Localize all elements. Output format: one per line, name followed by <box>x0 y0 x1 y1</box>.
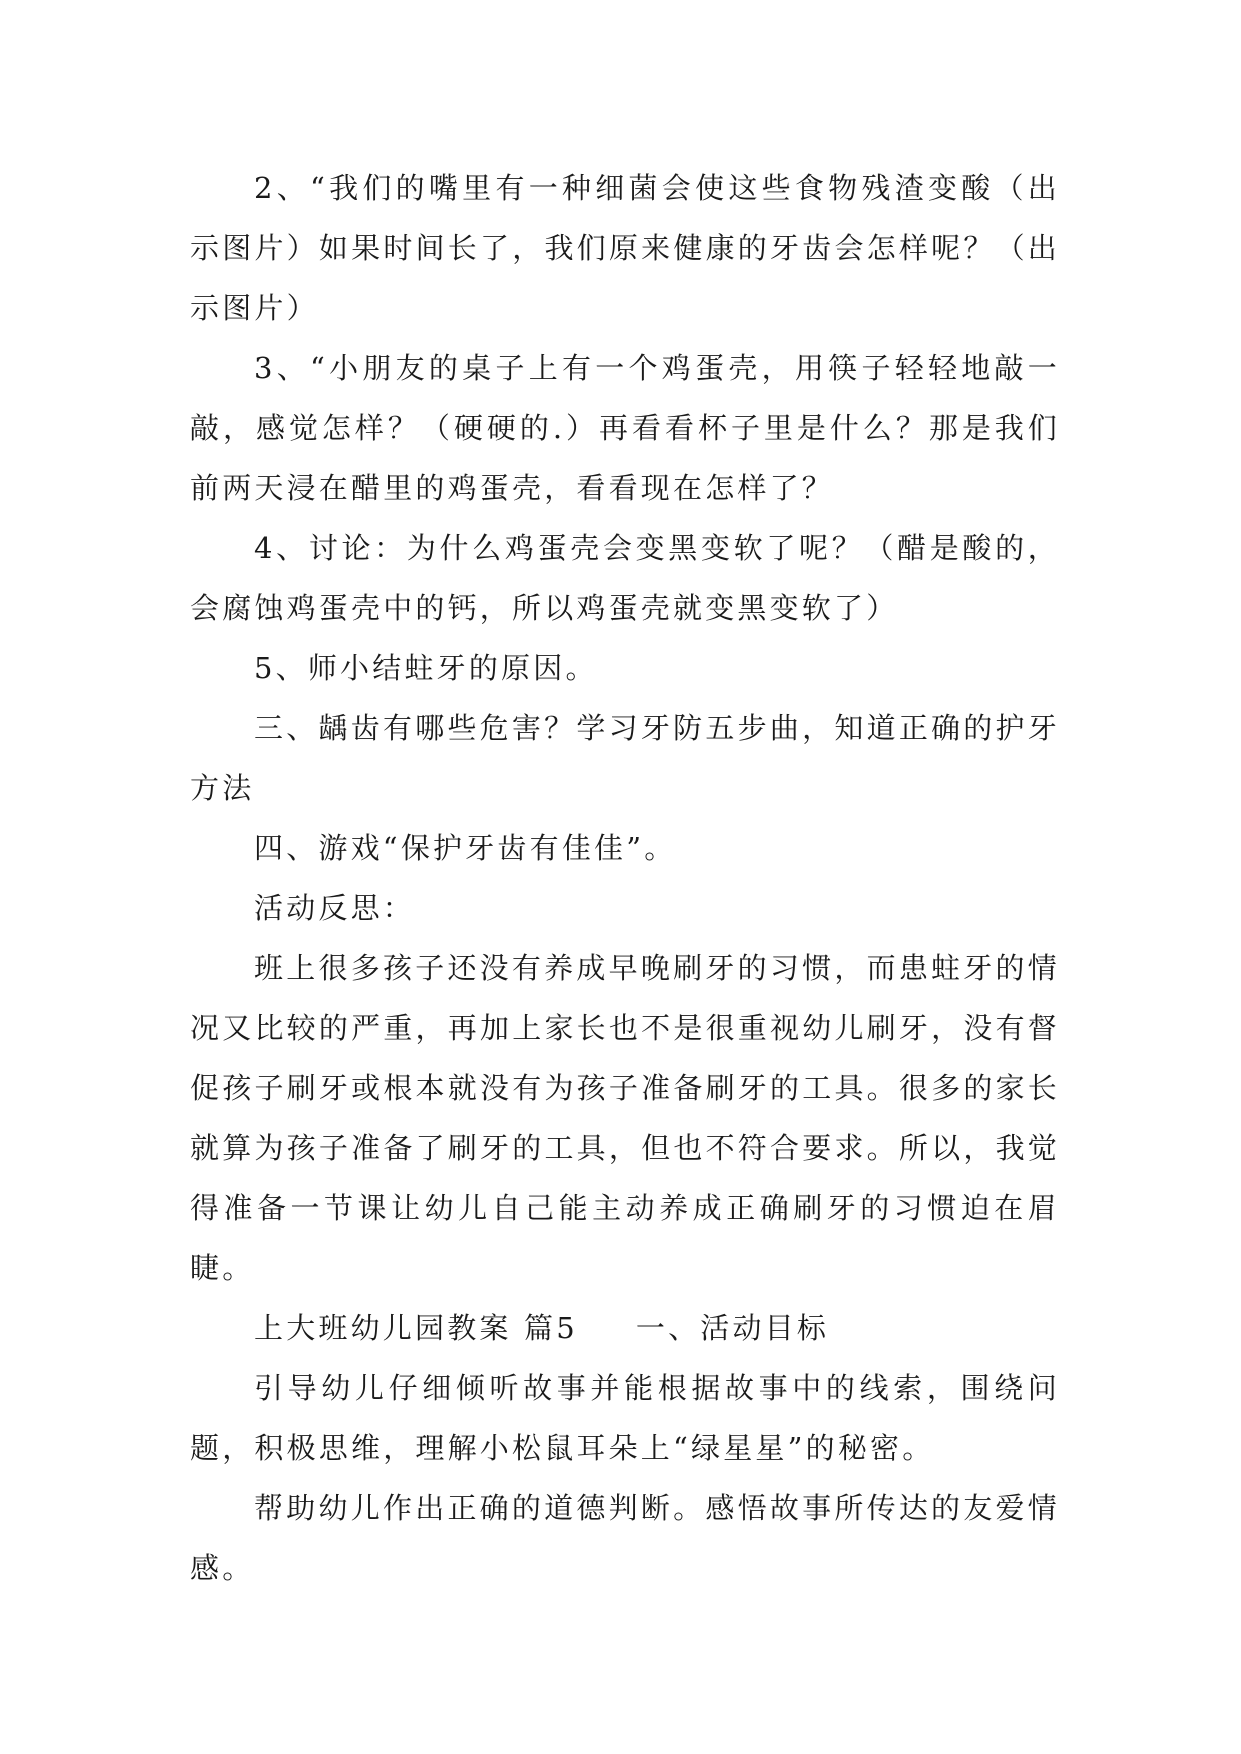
document-body <box>190 158 1060 1598</box>
paragraph: 四、游戏“保护牙齿有佳佳”。 <box>254 831 677 865</box>
section-subtitle: 一、活动目标 <box>635 1311 830 1345</box>
section-title: 上大班幼儿园教案 篇5 <box>254 1311 578 1345</box>
section-heading <box>190 1298 1060 1358</box>
paragraph: 2、“我们的嘴里有一种细菌会使这些食物残渣变酸（出示图片）如果时间长了，我们原来健康的牙齿会怎样呢？（出示图片） <box>190 171 1060 325</box>
paragraph: 活动反思： <box>254 891 416 925</box>
paragraph: 4、讨论：为什么鸡蛋壳会变黑变软了呢？（醋是酸的，会腐蚀鸡蛋壳中的钙，所以鸡蛋壳就变黑变软了） <box>190 531 1060 625</box>
paragraph: 引导幼儿仔细倾听故事并能根据故事中的线索，围绕问题，积极思维，理解小松鼠耳朵上“绿星星”的秘密。 <box>190 1371 1060 1465</box>
paragraph: 帮助幼儿作出正确的道德判断。感悟故事所传达的友爱情感。 <box>190 1491 1060 1585</box>
paragraph: 三、龋齿有哪些危害？学习牙防五步曲，知道正确的护牙方法 <box>190 711 1060 805</box>
paragraph: 班上很多孩子还没有养成早晚刷牙的习惯，而患蛀牙的情况又比较的严重，再加上家长也不是很重视幼儿刷牙，没有督促孩子刷牙或根本就没有为孩子准备刷牙的工具。很多的家长就算为孩子准备了刷牙的工具，但也不符合要求。所以，我觉得准备一节课让幼儿自己能主动养成正确刷牙的习惯迫在眉睫。 <box>190 951 1060 1285</box>
paragraph: 5、师小结蛀牙的原因。 <box>254 651 598 685</box>
paragraph: 3、“小朋友的桌子上有一个鸡蛋壳，用筷子轻轻地敲一敲，感觉怎样？（硬硬的.）再看看杯子里是什么？那是我们前两天浸在醋里的鸡蛋壳，看看现在怎样了？ <box>190 351 1060 505</box>
